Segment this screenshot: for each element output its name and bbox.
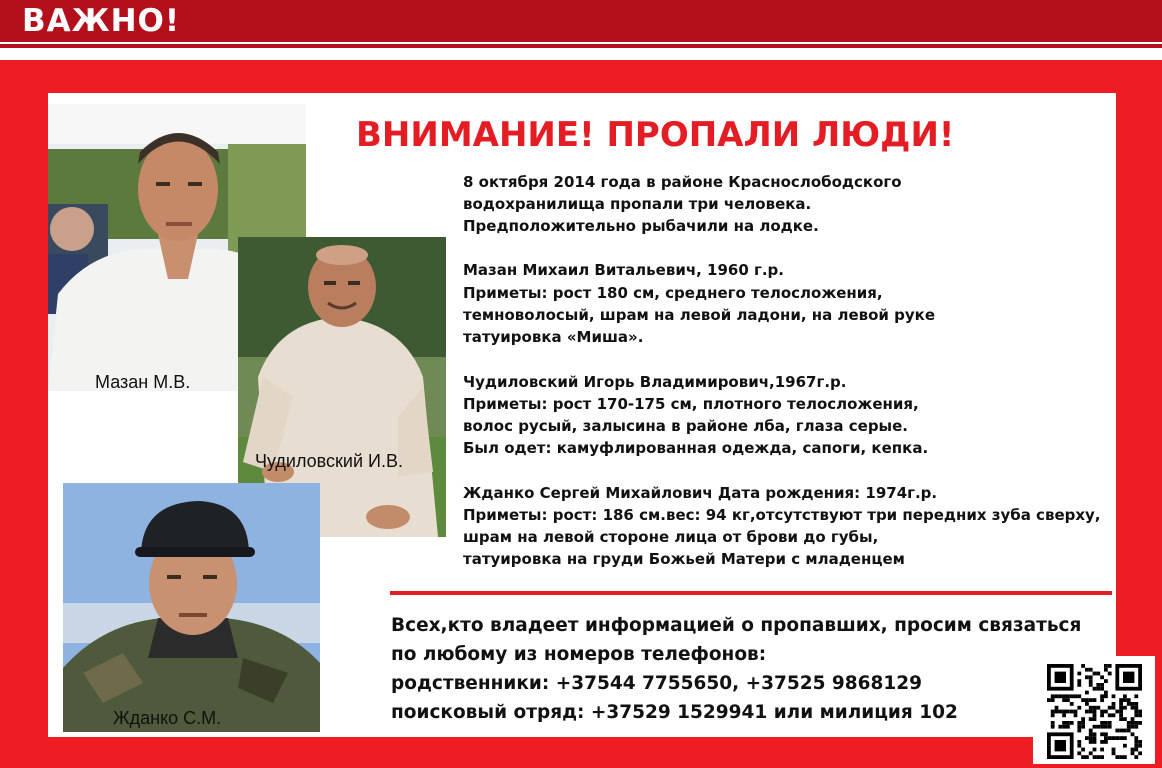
caption-mazan: Мазан М.В. (95, 372, 191, 392)
person-1-line: Приметы: рост 180 см, среднего телосложения, (463, 284, 883, 302)
caption-zhdanko: Жданко С.М. (113, 708, 222, 728)
person-2-line: Приметы: рост 170-175 см, плотного телосложения, (463, 395, 919, 413)
caption-chudilovsky: Чудиловский И.В. (255, 451, 403, 471)
banner-title: ВАЖНО! (22, 3, 181, 39)
person-3-line: Приметы: рост: 186 см.вес: 94 кг,отсутствуют три передних зуба сверху, (463, 506, 1101, 524)
appeal-line: по любому из номеров телефонов: (391, 644, 767, 665)
section-divider (390, 591, 1112, 595)
intro-line: водохранилища пропали три человека. (463, 195, 812, 213)
banner-underline (0, 44, 1162, 48)
appeal-phones-search: поисковый отряд: +37529 1529941 или милиция 102 (391, 702, 958, 723)
person-3-line: татуировка на груди Божьей Матери с младенцем (463, 550, 905, 568)
person-1-line: татуировка «Миша». (463, 328, 644, 346)
main-headline: ВНИМАНИЕ! ПРОПАЛИ ЛЮДИ! (356, 115, 955, 155)
person-3-line: Жданко Сергей Михайлович Дата рождения: 1974г.р. (463, 484, 938, 502)
person-2-line: Чудиловский Игорь Владимирович,1967г.р. (463, 373, 847, 391)
person-2-line: Был одет: камуфлированная одежда, сапоги, кепка. (463, 439, 929, 457)
appeal-phones-relatives: родственники: +37544 7755650, +37525 9868129 (391, 673, 923, 694)
person-3-line: шрам на левой стороне лица от брови до губы, (463, 528, 879, 546)
top-banner (0, 0, 1162, 42)
intro-line: 8 октября 2014 года в районе Краснослободского (463, 173, 902, 191)
person-1-line: темноволосый, шрам на левой ладони, на левой руке (463, 306, 936, 324)
person-1-line: Мазан Михаил Витальевич, 1960 г.р. (463, 261, 784, 279)
intro-line: Предположительно рыбачили на лодке. (463, 217, 819, 235)
appeal-line: Всех,кто владеет информацией о пропавших, просим связаться (391, 615, 1082, 636)
photo-zhdanko (63, 483, 320, 732)
person-2-line: волос русый, залысина в районе лба, глаза серые. (463, 417, 908, 435)
contact-appeal (391, 611, 1081, 727)
qr-code-icon[interactable] (1033, 656, 1155, 764)
